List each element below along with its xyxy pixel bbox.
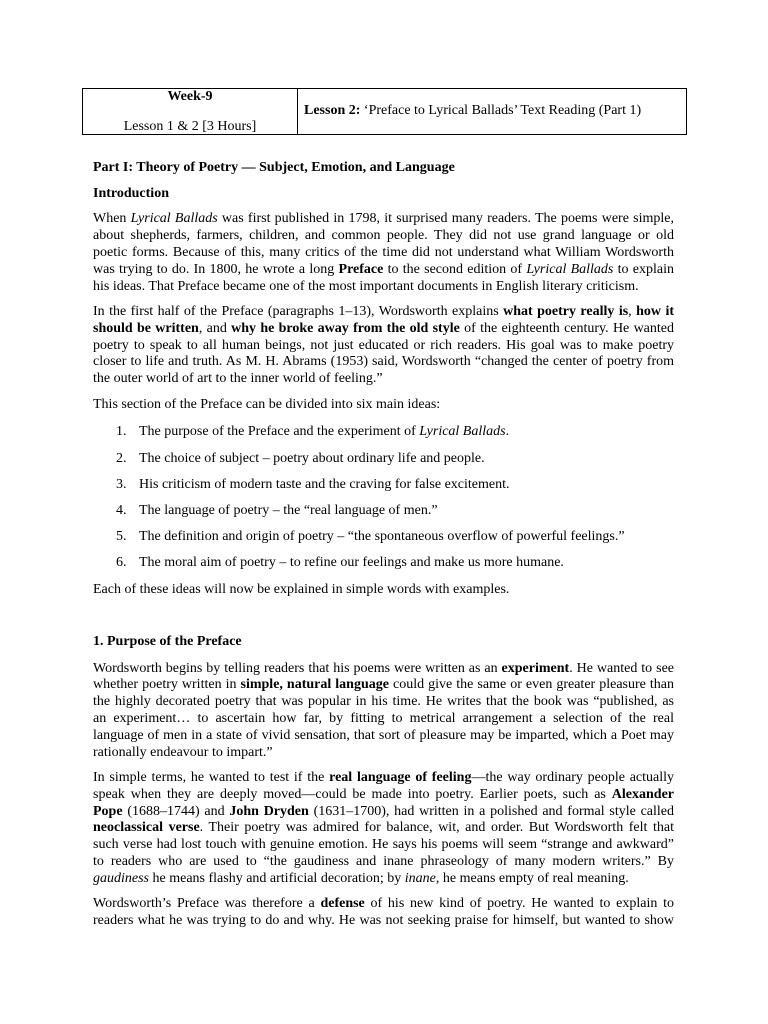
text-line: [93, 820, 674, 837]
text-run: (1688–1744) and: [122, 803, 230, 819]
text-run: to explain: [613, 261, 674, 277]
list-item: [93, 529, 674, 546]
text-run: . He wanted to see: [569, 660, 674, 676]
text-run: The language of poetry – the “real language of men.”: [139, 502, 438, 518]
text-line: [93, 304, 674, 321]
list-item: [93, 451, 674, 468]
text-run: of the eighteenth century. He wanted: [459, 320, 674, 336]
text-run: In the first half of the Preface (paragraphs 1–13), Wordsworth explains: [93, 303, 504, 319]
text-run: The definition and origin of poetry – “the spontaneous overflow of powerful feelings.”: [139, 529, 625, 545]
text-line: [93, 913, 674, 930]
lesson-header-table: [82, 88, 687, 135]
bold-text: Alexander: [611, 786, 674, 802]
text-line: [93, 338, 674, 355]
section-heading: 1. Purpose of the Preface: [93, 634, 242, 650]
text-line: [93, 228, 674, 245]
list-item-number: 2.: [116, 450, 127, 466]
week-label: Week-9: [167, 89, 213, 104]
text-run: , and: [198, 320, 232, 336]
text-run: The choice of subject – poetry about ordinary life and people.: [139, 450, 485, 466]
text-line: [139, 503, 674, 520]
text-run: When: [93, 211, 131, 227]
text-line: [93, 787, 674, 804]
text-run: to the second edition of: [383, 261, 527, 277]
list-item: [93, 424, 674, 441]
list-item-text: [139, 477, 674, 494]
list-item: [93, 477, 674, 494]
text-line: [93, 279, 674, 296]
lesson-hours-label: Lesson 1 & 2 [3 Hours]: [123, 119, 257, 134]
text-run: poetry to speak to all human beings, not just educated or rich readers. His goal was to make poetry: [93, 337, 674, 353]
bold-text: simple, natural language: [240, 677, 389, 693]
week-cell: [83, 89, 298, 134]
bold-text: should be written: [93, 320, 199, 336]
bold-text: what poetry really is: [503, 303, 629, 319]
text-line: [93, 694, 674, 711]
text-line: [139, 529, 674, 546]
text-line: [93, 896, 674, 913]
intro-paragraph: [93, 211, 674, 295]
text-run: ,: [628, 303, 637, 319]
text-run: closer to life and truth. As M. H. Abrams (1953) said, Wordsworth “changed the center of poetry from: [93, 354, 674, 370]
text-line: [93, 677, 674, 694]
section-paragraph: [93, 661, 674, 762]
text-run: rationally endeavour to impart.”: [93, 744, 273, 760]
italic-text: Lyrical Ballads: [130, 211, 218, 227]
text-run: poetic forms. Because of this, many critics of the time did not understand what William Wordsworth: [93, 244, 674, 260]
text-run: could give the same or even greater pleasure than: [388, 677, 674, 693]
bold-text: Pope: [93, 803, 123, 819]
lesson-title-cell: [298, 89, 686, 134]
list-item-text: [139, 424, 674, 441]
list-outro-text: Each of these ideas will now be explained in simple words with examples.: [93, 582, 510, 598]
bold-text: neoclassical verse: [93, 820, 200, 836]
list-item-text: [139, 555, 674, 572]
lesson-title: ‘Preface to Lyrical Ballads’ Text Reading (Part 1): [363, 103, 642, 119]
text-line: [93, 770, 674, 787]
text-line: [93, 871, 674, 888]
text-run: His criticism of modern taste and the craving for false excitement.: [139, 476, 510, 492]
text-line: [93, 321, 674, 338]
text-line: [93, 728, 674, 745]
document-body: [93, 160, 674, 939]
bold-text: Preface: [338, 261, 384, 277]
list-item-text: [139, 451, 674, 468]
italic-text: Lyrical Ballads: [526, 261, 614, 277]
text-line: [93, 804, 674, 821]
text-run: the outer world of art to the inner world of feeling.”: [93, 371, 383, 387]
text-run: was trying to do. In 1800, he wrote a long: [93, 261, 339, 277]
text-run: . Their poetry was admired for balance, wit, and order. But Wordsworth felt that: [199, 820, 674, 836]
introduction-heading: Introduction: [93, 185, 169, 201]
text-line: [93, 854, 674, 871]
text-run: the highly decorated poetry that was popular in his time. He writes that the book was “published, as: [93, 694, 674, 710]
text-run: whether poetry written in: [93, 677, 241, 693]
text-line: [93, 711, 674, 728]
text-run: readers what he was trying to do and why. He was not seeking praise for himself, but wanted to show: [93, 912, 674, 928]
text-line: [93, 262, 674, 279]
text-run: an experiment… to ascertain how far, by fitting to metrical arrangement a selection of the real: [93, 711, 674, 727]
text-line: [139, 477, 674, 494]
text-line: [139, 451, 674, 468]
intro-paragraph: [93, 304, 674, 388]
italic-text: inane: [404, 870, 436, 886]
text-run: Wordsworth’s Preface was therefore a: [93, 896, 321, 912]
list-item-text: [139, 529, 674, 546]
main-ideas-list: [93, 424, 674, 572]
list-item-number: 3.: [116, 476, 127, 492]
text-run: to readers who are used to “the gaudiness and inane phraseology of many modern writers.” By: [93, 854, 674, 869]
text-run: about shepherds, farmers, children, and common people. They did not use grand language or old: [93, 228, 674, 244]
bold-text: experiment: [501, 660, 570, 676]
list-item-number: 1.: [116, 424, 127, 440]
bold-text: how it: [636, 303, 674, 319]
list-item-number: 5.: [116, 529, 127, 545]
text-line: [93, 837, 674, 854]
text-line: [139, 555, 674, 572]
section-paragraph: [93, 770, 674, 888]
bold-text: defense: [320, 896, 365, 912]
text-line: [93, 661, 674, 678]
text-line: [93, 354, 674, 371]
text-line: [93, 211, 674, 228]
text-run: , he means empty of real meaning.: [435, 870, 629, 886]
text-run: .: [505, 424, 510, 440]
list-item: [93, 503, 674, 520]
text-run: —the way ordinary people actually: [471, 770, 675, 786]
text-run: The purpose of the Preface and the experiment of: [139, 424, 420, 440]
blank-line: [93, 607, 674, 634]
text-run: of his new kind of poetry. He wanted to explain to: [364, 896, 674, 912]
text-run: such verse had lost touch with genuine emotion. He says his poems will seem “strange and awkward”: [93, 837, 674, 853]
part-heading: Part I: Theory of Poetry — Subject, Emotion, and Language: [93, 159, 455, 175]
lesson-label: Lesson 2:: [304, 103, 361, 119]
list-intro-text: This section of the Preface can be divided into six main ideas:: [93, 396, 441, 412]
section-paragraph: [93, 896, 674, 930]
text-line: [93, 371, 674, 388]
text-run: his ideas. That Preface became one of the most important documents in English literary criticism.: [93, 278, 639, 294]
text-run: was first published in 1798, it surprised many readers. The poems were simple,: [217, 211, 674, 227]
italic-text: Lyrical Ballads: [419, 424, 506, 440]
bold-text: real language of feeling: [329, 770, 472, 786]
text-run: speak when they are deeply moved—could be made into poetry. Earlier poets, such as: [93, 786, 612, 802]
text-line: [93, 745, 674, 762]
list-item-number: 4.: [116, 502, 127, 518]
text-run: language of men in a state of vivid sensation, that sort of pleasure may be imparted, which a Poet may: [93, 727, 674, 743]
list-item-number: 6.: [116, 555, 127, 571]
bold-text: why he broke away from the old style: [231, 320, 460, 336]
text-run: The moral aim of poetry – to refine our feelings and make us more humane.: [139, 555, 564, 571]
text-run: he means flashy and artificial decoration; by: [149, 870, 405, 886]
italic-text: gaudiness: [93, 870, 149, 886]
text-line: [139, 424, 674, 441]
list-item-text: [139, 503, 674, 520]
bold-text: John Dryden: [229, 803, 309, 819]
list-item: [93, 555, 674, 572]
text-run: (1631–1700), had written in a polished and formal style called: [308, 803, 674, 819]
text-run: Wordsworth begins by telling readers that his poems were written as an: [93, 660, 502, 676]
text-run: In simple terms, he wanted to test if the: [93, 770, 330, 786]
text-line: [93, 245, 674, 262]
